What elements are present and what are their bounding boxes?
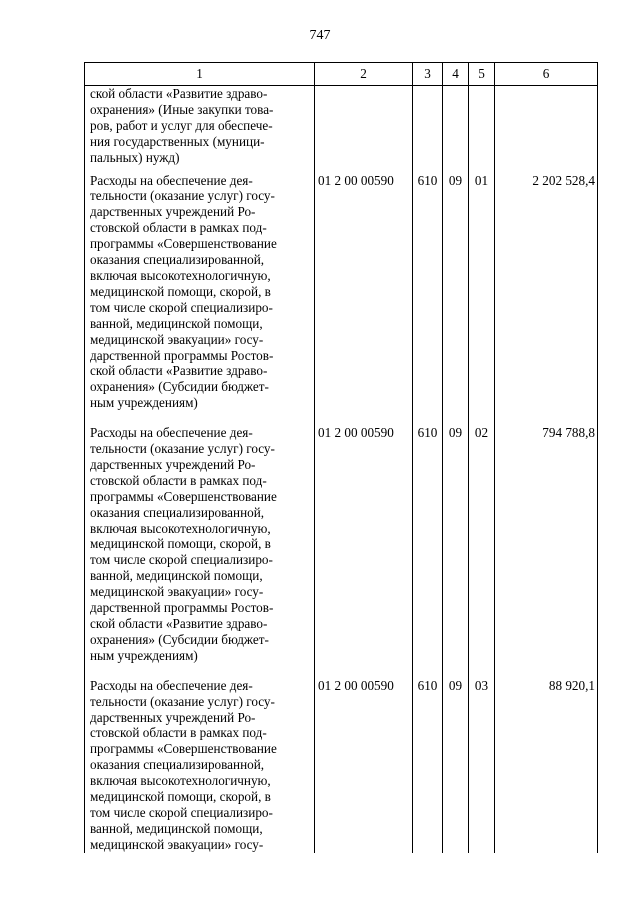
row-description: Расходы на обеспечение дея- тельности (оказание услуг) госу- дарственных учреждений Ро- стовской области в рамках под- программы «Совершенствование оказания специализированной, включая высокотехнологичную, медицинской помощи, скорой, в том числе скорой специализиро- ванной, медицинской помощи, медицинской эвакуации» госу- bbox=[85, 671, 315, 853]
page-number: 747 bbox=[309, 28, 331, 43]
row-amount: 2 202 528,4 bbox=[495, 166, 598, 419]
row-description: Расходы на обеспечение дея- тельности (оказание услуг) госу- дарственных учреждений Ро- стовской области в рамках под- программы «Совершенствование оказания специализированной, включая высокотехнологичную, медицинской помощи, скорой, в том числе скорой специализиро- ванной, медицинской помощи, медицинской эвакуации» госу- дарственной программы Ростов- ской области «Развитие здраво- охранения» (Субсидии бюджет- ным учреждениям) bbox=[85, 418, 315, 671]
row-expense-type: 610 bbox=[413, 166, 443, 419]
empty-cell bbox=[469, 86, 495, 166]
header-row bbox=[85, 63, 598, 86]
row-subsection: 03 bbox=[469, 671, 495, 853]
continuation-description: ской области «Развитие здраво- охранения» (Иные закупки това- ров, работ и услуг для обеспече- ния государственных (муници- пальных) нужд) bbox=[85, 86, 315, 166]
empty-cell bbox=[315, 86, 413, 166]
budget-table bbox=[84, 62, 598, 853]
empty-cell bbox=[413, 86, 443, 166]
row-target-article: 01 2 00 00590 bbox=[315, 166, 413, 419]
row-amount: 88 920,1 bbox=[495, 671, 598, 853]
table-row bbox=[85, 671, 598, 853]
header-col-1: 1 bbox=[85, 63, 315, 86]
header-col-3: 3 bbox=[413, 63, 443, 86]
row-target-article: 01 2 00 00590 bbox=[315, 671, 413, 853]
row-expense-type: 610 bbox=[413, 671, 443, 853]
table-row bbox=[85, 418, 598, 671]
header-col-4: 4 bbox=[443, 63, 469, 86]
row-subsection: 02 bbox=[469, 418, 495, 671]
header-col-2: 2 bbox=[315, 63, 413, 86]
table-row bbox=[85, 166, 598, 419]
row-description: Расходы на обеспечение дея- тельности (оказание услуг) госу- дарственных учреждений Ро- стовской области в рамках под- программы «Совершенствование оказания специализированной, включая высокотехнологичную, медицинской помощи, скорой, в том числе скорой специализиро- ванной, медицинской помощи, медицинской эвакуации» госу- дарственной программы Ростов- ской области «Развитие здраво- охранения» (Субсидии бюджет- ным учреждениям) bbox=[85, 166, 315, 419]
continuation-row bbox=[85, 86, 598, 166]
empty-cell bbox=[495, 86, 598, 166]
row-section: 09 bbox=[443, 166, 469, 419]
row-amount: 794 788,8 bbox=[495, 418, 598, 671]
row-section: 09 bbox=[443, 671, 469, 853]
row-subsection: 01 bbox=[469, 166, 495, 419]
header-col-5: 5 bbox=[469, 63, 495, 86]
empty-cell bbox=[443, 86, 469, 166]
row-target-article: 01 2 00 00590 bbox=[315, 418, 413, 671]
header-col-6: 6 bbox=[495, 63, 598, 86]
row-section: 09 bbox=[443, 418, 469, 671]
row-expense-type: 610 bbox=[413, 418, 443, 671]
